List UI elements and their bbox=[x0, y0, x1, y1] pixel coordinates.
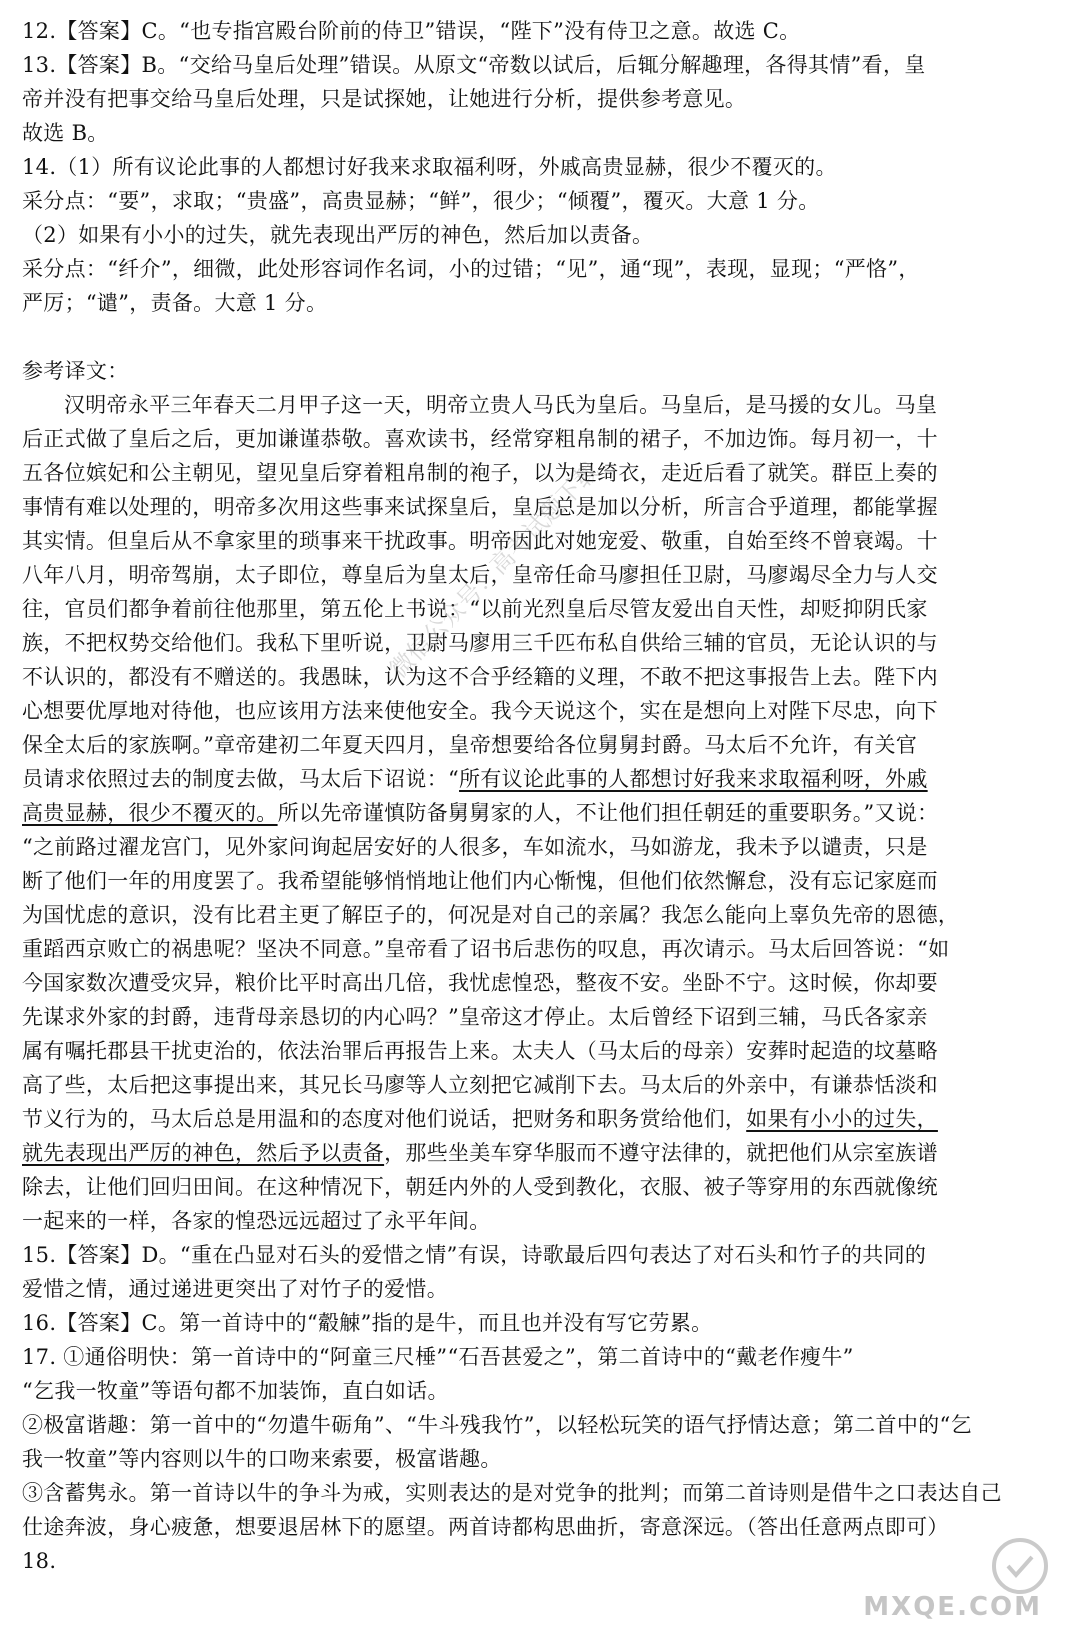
underlined-text: 如果有小小的过失， bbox=[746, 1107, 938, 1131]
question-18: 18. bbox=[22, 1549, 57, 1573]
answer-14-2: （2）如果有小小的过失，就先表现出严厉的神色，然后加以责备。 bbox=[22, 223, 654, 247]
translation-line: 属有嘱托郡县干扰吏治的，依法治罪后再报告上来。太夫人（马太后的母亲）安葬时起造的坟墓略 bbox=[22, 1039, 938, 1063]
underlined-text: 所有议论此事的人都想讨好我来求取福利呀，外戚 bbox=[459, 767, 928, 791]
translation-line: 其实情。但皇后从不拿家里的琐事来干扰政事。明帝因此对她宠爱、敬重，自始至终不曾衰竭。十 bbox=[22, 529, 938, 553]
translation-line bbox=[22, 1136, 1060, 1170]
answer-14-2-scoring-1: 采分点：“纤介”，细微，此处形容词作名词，小的过错；“见”，通“现”，表现，显现；“严恪”， bbox=[22, 257, 920, 281]
answer-17-line-5: ③含蓄隽永。第一首诗以牛的争斗为戒，实则表达的是对党争的批判；而第二首诗则是借牛之口表达自己 bbox=[22, 1481, 1002, 1505]
answer-15-line-2: 爱惜之情，通过递进更突出了对竹子的爱惜。 bbox=[22, 1277, 448, 1301]
translation-line: 今国家数次遭受灾异，粮价比平时高出几倍，我忧虑惶恐，整夜不安。坐卧不宁。这时候，你却要 bbox=[22, 971, 938, 995]
translation-text: ，那些坐美车穿华服而不遵守法律的，就把他们从宗室族谱 bbox=[384, 1141, 938, 1165]
translation-line: 族，不把权势交给他们。我私下里听说，卫尉马廖用三千匹布私自供给三辅的官员，无论认识的与 bbox=[22, 631, 938, 655]
translation-line: 事情有难以处理的，明帝多次用这些事来试探皇后，皇后总是加以分析，所言合乎道理，都能掌握 bbox=[22, 495, 938, 519]
logo-text: MXQE.COM bbox=[863, 1592, 1042, 1622]
translation-line: 心想要优厚地对待他，也应该用方法来使他安全。我今天说这个，实在是想向上对陛下尽忠，向下 bbox=[22, 699, 938, 723]
answer-17-line-4: 我一牧童”等内容则以牛的口吻来索要，极富谐趣。 bbox=[22, 1447, 502, 1471]
translation-line: 断了他们一年的用度罢了。我希望能够悄悄地让他们内心惭愧，但他们依然懈怠，没有忘记家庭而 bbox=[22, 869, 938, 893]
answer-13-line-2: 帝并没有把事交给马皇后处理，只是试探她，让她进行分析，提供参考意见。 bbox=[22, 87, 747, 111]
answer-12: 12.【答案】C。“也专指宫殿台阶前的侍卫”错误，“陛下”没有侍卫之意。故选 C。 bbox=[22, 19, 801, 43]
answer-17-line-2: “乞我一牧童”等语句都不加装饰，直白如话。 bbox=[22, 1379, 449, 1403]
answer-17-line-6: 仕途奔波，身心疲惫，想要退居林下的愿望。两首诗都构思曲折，寄意深远。（答出任意两点即可） bbox=[22, 1515, 949, 1539]
translation-line: “之前路过濯龙宫门，见外家问询起居安好的人很多，车如流水，马如游龙，我未予以谴责，只是 bbox=[22, 835, 928, 859]
diagonal-watermark: 微信公众号：高考试题下载 bbox=[384, 456, 605, 684]
translation-line: 往，官员们都争着前往他那里，第五伦上书说：“以前光烈皇后尽管友爱出自天性，却贬抑阴氏家 bbox=[22, 597, 928, 621]
blank-line bbox=[22, 320, 1060, 354]
answer-14-1-scoring: 采分点：“要”，求取；“贵盛”，高贵显赫；“鲜”，很少；“倾覆”，覆灭。大意 1 分。 bbox=[22, 189, 820, 213]
translation-line: 一起来的一样，各家的惶恐远远超过了永平年间。 bbox=[22, 1209, 491, 1233]
translation-heading: 参考译文： bbox=[22, 359, 129, 383]
translation-line bbox=[22, 762, 1060, 796]
answer-13-line-3: 故选 B。 bbox=[22, 121, 109, 145]
translation-line: 高了些，太后把这事提出来，其兄长马廖等人立刻把它减削下去。马太后的外亲中，有谦恭恬淡和 bbox=[22, 1073, 938, 1097]
translation-line: 为国忧虑的意识，没有比君主更了解臣子的，何况是对自己的亲属？我怎么能向上辜负先帝的恩德， bbox=[22, 903, 960, 927]
translation-line: 五各位嫔妃和公主朝见，望见皇后穿着粗帛制的袍子，以为是绮衣，走近后看了就笑。群臣上奏的 bbox=[22, 461, 938, 485]
translation-text: 所以先帝谨慎防备舅舅家的人，不让他们担任朝廷的重要职务。”又说： bbox=[277, 801, 939, 825]
answer-16: 16.【答案】C。第一首诗中的“觳觫”指的是牛，而且也并没有写它劳累。 bbox=[22, 1311, 713, 1335]
translation-line bbox=[22, 796, 1060, 830]
translation-line: 重蹈西京败亡的祸患呢？坚决不同意。”皇帝看了诏书后悲伤的叹息，再次请示。马太后回答说：“如 bbox=[22, 937, 950, 961]
document-page bbox=[22, 14, 1060, 1578]
answer-14-2-scoring-2: 严厉；“谴”，责备。大意 1 分。 bbox=[22, 291, 328, 315]
translation-line: 后正式做了皇后之后，更加谦谨恭敬。喜欢读书，经常穿粗帛制的裙子，不加边饰。每月初一，十 bbox=[22, 427, 938, 451]
underlined-text: 高贵显赫，很少不覆灭的。 bbox=[22, 801, 278, 825]
translation-line bbox=[22, 1102, 1060, 1136]
translation-line: 保全太后的家族啊。”章帝建初二年夏天四月，皇帝想要给各位舅舅封爵。马太后不允许，有关官 bbox=[22, 733, 918, 757]
translation-line: 除去，让他们回归田间。在这种情况下，朝廷内外的人受到教化，衣服、被子等穿用的东西就像统 bbox=[22, 1175, 938, 1199]
answer-13-line-1: 13.【答案】B。“交给马皇后处理”错误。从原文“帝数以试后，后辄分解趣理，各得其情”看，皇 bbox=[22, 53, 926, 77]
translation-text: 员请求依照过去的制度去做，马太后下诏说：“ bbox=[22, 767, 460, 791]
answer-15-line-1: 15.【答案】D。“重在凸显对石头的爱惜之情”有误，诗歌最后四句表达了对石头和竹子的共同的 bbox=[22, 1243, 927, 1267]
translation-line: 不认识的，都没有不赠送的。我愚昧，认为这不合乎经籍的义理，不敢不把这事报告上去。陛下内 bbox=[22, 665, 938, 689]
underlined-text: 就先表现出严厉的神色，然后予以责备 bbox=[22, 1141, 385, 1165]
answer-14-1: 14.（1）所有议论此事的人都想讨好我来求取福利呀，外戚高贵显赫，很少不覆灭的。 bbox=[22, 155, 837, 179]
answer-17-line-1: 17. ①通俗明快：第一首诗中的“阿童三尺棰”“石吾甚爱之”，第二首诗中的“戴老作瘦牛” bbox=[22, 1345, 854, 1369]
answer-17-line-3: ②极富谐趣：第一首中的“勿遣牛砺角”、“牛斗残我竹”，以轻松玩笑的语气抒情达意；第二首中的“乞 bbox=[22, 1413, 972, 1437]
translation-text: 节义行为的，马太后总是用温和的态度对他们说话，把财务和职务赏给他们， bbox=[22, 1107, 747, 1131]
translation-line: 先谋求外家的封爵，违背母亲恳切的内心吗？”皇帝这才停止。太后曾经下诏到三辅，马氏各家亲 bbox=[22, 1005, 928, 1029]
translation-line: 汉明帝永平三年春天二月甲子这一天，明帝立贵人马氏为皇后。马皇后，是马援的女儿。马皇 bbox=[64, 393, 938, 417]
translation-line: 八年八月，明帝驾崩，太子即位，尊皇后为皇太后，皇帝任命马廖担任卫尉，马廖竭尽全力与人交 bbox=[22, 563, 938, 587]
